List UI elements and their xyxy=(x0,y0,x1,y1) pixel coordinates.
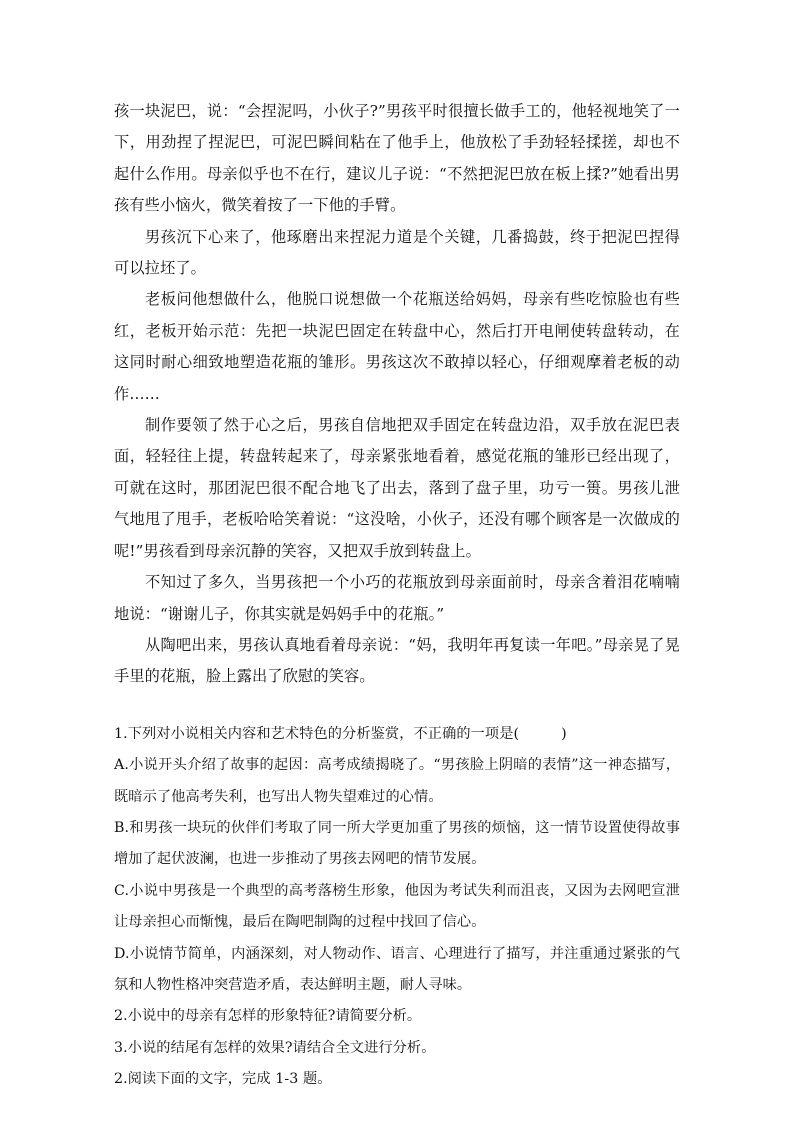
questions-section xyxy=(114,719,680,1096)
question-3: 3.小说的结尾有怎样的效果?请结合全文进行分析。 xyxy=(114,1039,436,1056)
question-1-stem: 1.下列对小说相关内容和艺术特色的分析鉴赏，不正确的一项是( xyxy=(114,725,520,742)
document-page xyxy=(114,96,680,1096)
story-text xyxy=(114,96,680,693)
next-section-heading: 2.阅读下面的文字，完成 1-3 题。 xyxy=(114,1071,332,1088)
question-1 xyxy=(114,719,680,750)
story-paragraph-4: 制作要领了然于心之后，男孩自信地把双手固定在转盘边沿，双手放在泥巴表面，轻轻往上提，转盘转起来了，母亲紧张地看着，感觉花瓶的雏形已经出现了，可就在这时，那团泥巴很不配合地飞了出去，落到了盘子里，功亏一篑。男孩儿泄气地甩了甩手，老板哈哈笑着说：“这没啥，小伙子，还没有哪个顾客是一次做成的呢!”男孩看到母亲沉静的笑容，又把双手放到转盘上。 xyxy=(114,416,680,560)
story-paragraph-6: 从陶吧出来，男孩认真地看着母亲说：“妈，我明年再复读一年吧。”母亲晃了晃手里的花瓶，脸上露出了欣慰的笑容。 xyxy=(114,635,680,686)
option-d: D.小说情节简单，内涵深刻，对人物动作、语言、心理进行了描写，并注重通过紧张的气氛和人物性格冲突营造矛盾，表达鲜明主题，耐人寻味。 xyxy=(114,945,680,993)
story-paragraph-3: 老板问他想做什么，他脱口说想做一个花瓶送给妈妈，母亲有些吃惊脸也有些红，老板开始示范：先把一块泥巴固定在转盘中心，然后打开电闸使转盘转动，在这同时耐心细致地塑造花瓶的雏形。男孩这次不敢掉以轻心，仔细观摩着老板的动作…… xyxy=(114,290,680,403)
option-a: A.小说开头介绍了故事的起因：高考成绩揭晓了。“男孩脸上阴暗的表情”这一神态描写，既暗示了他高考失利，也写出人物失望难过的心情。 xyxy=(114,757,680,805)
question-2: 2.小说中的母亲有怎样的形象特征?请简要分析。 xyxy=(114,1008,422,1025)
story-paragraph-1: 孩一块泥巴，说：“会捏泥吗，小伙子?”男孩平时很擅长做手工的，他轻视地笑了一下，用劲捏了捏泥巴，可泥巴瞬间粘在了他手上，他放松了手劲轻轻揉搓，却也不起什么作用。母亲似乎也不在行，建议儿子说：“不然把泥巴放在板上揉?”她看出男孩有些小恼火，微笑着按了一下他的手臂。 xyxy=(114,102,680,215)
story-paragraph-5: 不知过了多久，当男孩把一个小巧的花瓶放到母亲面前时，母亲含着泪花喃喃地说：“谢谢儿子，你其实就是妈妈手中的花瓶。” xyxy=(114,573,680,623)
option-c: C.小说中男孩是一个典型的高考落榜生形象，他因为考试失利而沮丧，又因为去网吧宣泄让母亲担心而惭愧，最后在陶吧制陶的过程中找回了信心。 xyxy=(114,882,680,931)
story-paragraph-2: 男孩沉下心来了，他琢磨出来捏泥力道是个关键，几番捣鼓，终于把泥巴捏得可以拉坯了。 xyxy=(114,227,680,278)
question-1-close: ) xyxy=(561,725,567,742)
option-b: B.和男孩一块玩的伙伴们考取了同一所大学更加重了男孩的烦恼，这一情节设置使得故事增加了起伏波澜，也进一步推动了男孩去网吧的情节发展。 xyxy=(114,819,680,868)
